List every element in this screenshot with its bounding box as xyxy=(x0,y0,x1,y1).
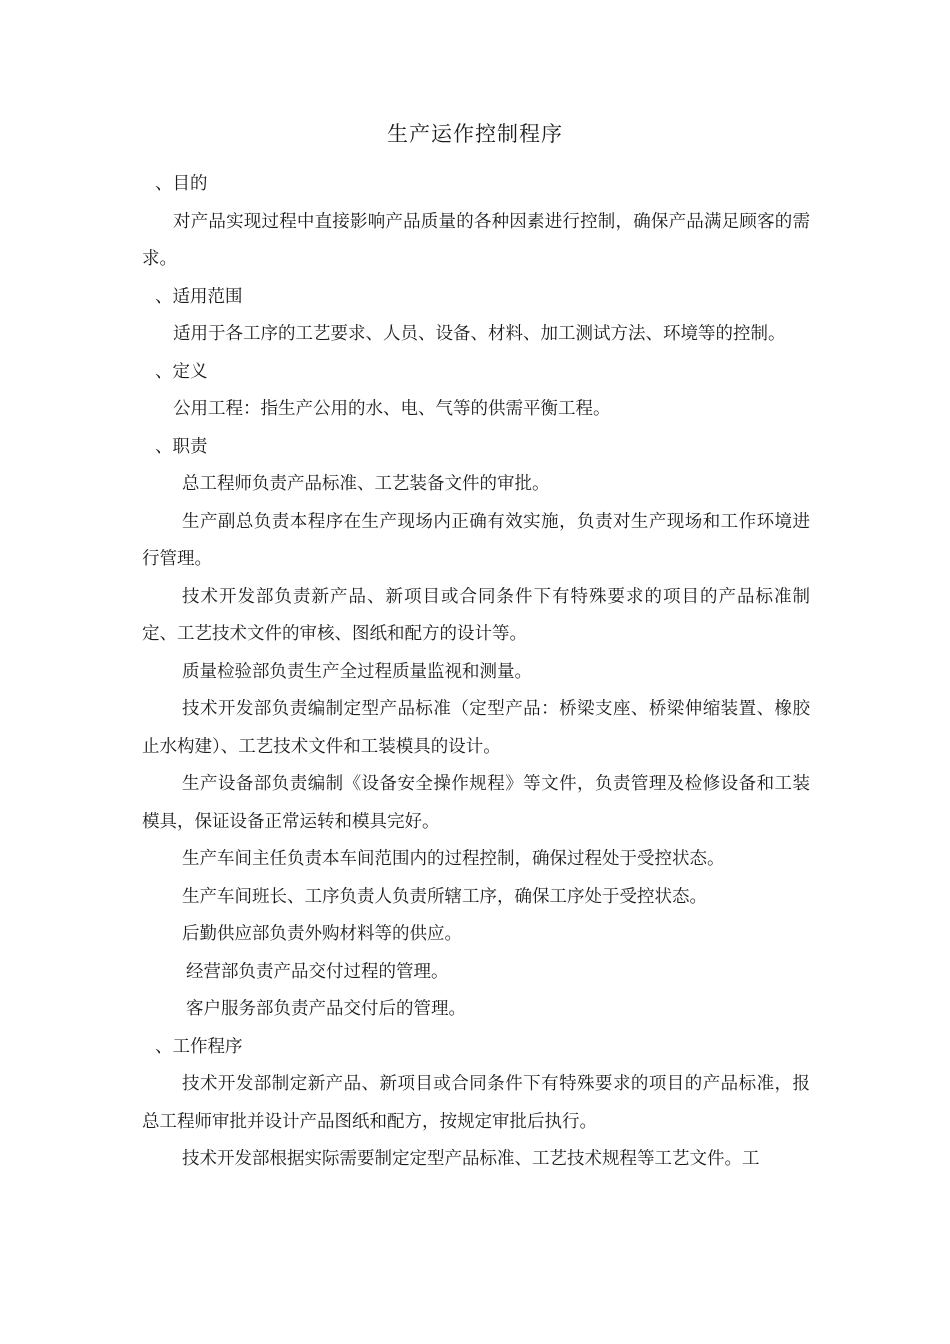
responsibility-item: 生产副总负责本程序在生产现场内正确有效实施，负责对生产现场和工作环境进行管理。 xyxy=(142,511,810,569)
procedure-paragraph: 技术开发部制定新产品、新项目或合同条件下有特殊要求的项目的产品标准，报总工程师审批并设计产品图纸和配方，按规定审批后执行。 xyxy=(142,1074,810,1132)
section-paragraph: 公用工程：指生产公用的水、电、气等的供需平衡工程。 xyxy=(173,399,611,419)
responsibility-item: 生产车间班长、工序负责人负责所辖工序，确保工序处于受控状态。 xyxy=(182,886,707,907)
section-paragraph: 对产品实现过程中直接影响产品质量的各种因素进行控制，确保产品满足顾客的需求。 xyxy=(142,211,810,269)
responsibility-item: 客户服务部负责产品交付后的管理。 xyxy=(186,999,466,1019)
section-heading-purpose: 、目的 xyxy=(155,174,208,194)
responsibility-item: 技术开发部负责编制定型产品标准（定型产品：桥梁支座、桥梁伸缩装置、橡胶止水构建）、工艺技术文件和工装模具的设计。 xyxy=(142,699,810,757)
responsibility-item: 技术开发部负责新产品、新项目或合同条件下有特殊要求的项目的产品标准制定、工艺技术文件的审核、图纸和配方的设计等。 xyxy=(142,586,810,644)
responsibility-item: 生产车间主任负责本车间范围内的过程控制，确保过程处于受控状态。 xyxy=(182,849,725,869)
section-heading-scope: 、适用范围 xyxy=(155,286,243,307)
responsibility-item: 生产设备部负责编制《设备安全操作规程》等文件，负责管理及检修设备和工装模具，保证设备正常运转和模具完好。 xyxy=(142,774,810,832)
responsibility-item: 经营部负责产品交付过程的管理。 xyxy=(186,961,449,982)
procedure-paragraph: 技术开发部根据实际需要制定定型产品标准、工艺技术规程等工艺文件。工 xyxy=(182,1149,760,1169)
document-body xyxy=(142,166,810,1179)
section-heading-definitions: 、定义 xyxy=(155,361,208,382)
document-title: 生产运作控制程序 xyxy=(387,122,563,146)
responsibility-item: 后勤供应部负责外购材料等的供应。 xyxy=(182,924,462,944)
responsibility-item: 总工程师负责产品标准、工艺装备文件的审批。 xyxy=(182,474,550,494)
section-paragraph: 适用于各工序的工艺要求、人员、设备、材料、加工测试方法、环境等的控制。 xyxy=(173,324,786,344)
section-heading-responsibilities: 、职责 xyxy=(155,436,208,457)
responsibility-item: 质量检验部负责生产全过程质量监视和测量。 xyxy=(182,661,532,682)
section-heading-procedure: 、工作程序 xyxy=(155,1036,243,1057)
